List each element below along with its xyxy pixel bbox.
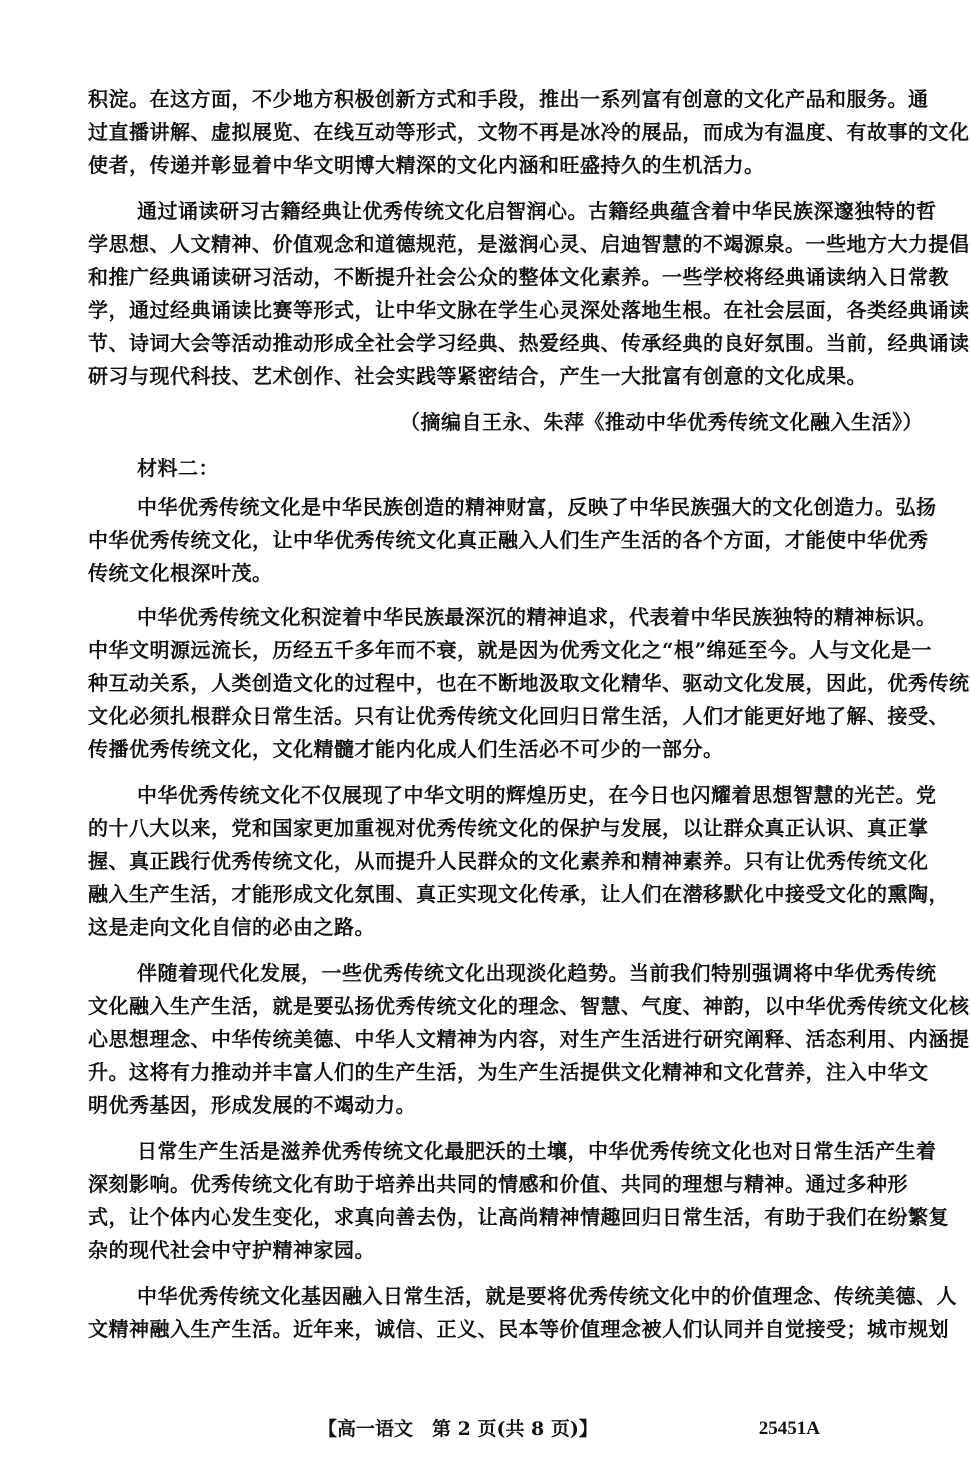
section-heading: 材料二：: [137, 456, 219, 480]
text-line: 学思想、人文精神、价值观念和道德规范，是滋润心灵、启迪智慧的不竭源泉。一些地方大力提倡: [88, 232, 970, 256]
page-footer-label: 【高一语文 第 2 页(共 8 页)】: [318, 1418, 598, 1440]
text-line: 杂的现代社会中守护精神家园。: [88, 1238, 375, 1262]
text-line: 握、真正践行优秀传统文化，从而提升人民群众的文化素养和精神素养。只有让优秀传统文化: [88, 849, 929, 873]
text-line: 中华优秀传统文化积淀着中华民族最深沉的精神追求，代表着中华民族独特的精神标识。: [137, 605, 937, 629]
text-line: 的十八大以来，党和国家更加重视对优秀传统文化的保护与发展，以让群众真正认识、真正掌: [88, 816, 929, 840]
text-line: 传播优秀传统文化，文化精髓才能内化成人们生活必不可少的一部分。: [88, 737, 724, 761]
text-line: 学，通过经典诵读比赛等形式，让中华文脉在学生心灵深处落地生根。在社会层面，各类经典诵读: [88, 298, 970, 322]
text-line: 文化融入生产生活，就是要弘扬优秀传统文化的理念、智慧、气度、神韵，以中华优秀传统文化核: [88, 994, 970, 1018]
text-line: 节、诗词大会等活动推动形成全社会学习经典、热爱经典、传承经典的良好氛围。当前，经典诵读: [88, 331, 970, 355]
text-line: 心思想理念、中华传统美德、中华人文精神为内容，对生产生活进行研究阐释、活态利用、内涵提: [88, 1027, 970, 1051]
text-line: 通过诵读研习古籍经典让优秀传统文化启智润心。古籍经典蕴含着中华民族深邃独特的哲: [137, 199, 937, 223]
text-line: 研习与现代科技、艺术创作、社会实践等紧密结合，产生一大批富有创意的文化成果。: [88, 364, 867, 388]
text-line: 中华文明源远流长，历经五千多年而不衰，就是因为优秀文化之“根”绵延至今。人与文化是一: [88, 638, 933, 662]
text-line: 升。这将有力推动并丰富人们的生产生活，为生产生活提供文化精神和文化营养，注入中华文: [88, 1060, 929, 1084]
text-line: 积淀。在这方面，不少地方积极创新方式和手段，推出一系列富有创意的文化产品和服务。通: [88, 87, 929, 111]
text-line: 中华优秀传统文化不仅展现了中华文明的辉煌历史，在今日也闪耀着思想智慧的光芒。党: [137, 783, 937, 807]
text-line: 式，让个体内心发生变化，求真向善去伪，让高尚精神情趣回归日常生活，有助于我们在纷繁复: [88, 1205, 949, 1229]
text-line: 融入生产生活，才能形成文化氛围、真正实现文化传承，让人们在潜移默化中接受文化的熏陶，: [88, 882, 949, 906]
text-line: 中华优秀传统文化基因融入日常生活，就是要将优秀传统文化中的价值理念、传统美德、人: [137, 1284, 957, 1308]
text-line: 深刻影响。优秀传统文化有助于培养出共同的情感和价值、共同的理想与精神。通过多种形: [88, 1172, 908, 1196]
text-line: 使者，传递并彰显着中华文明博大精深的文化内涵和旺盛持久的生机活力。: [88, 153, 765, 177]
source-citation: （摘编自王永、朱萍《推动中华优秀传统文化融入生活》）: [400, 410, 923, 434]
text-line: 这是走向文化自信的必由之路。: [88, 915, 375, 939]
text-line: 传统文化根深叶茂。: [88, 561, 273, 585]
exam-code: 25451A: [758, 1418, 820, 1439]
text-line: 中华优秀传统文化是中华民族创造的精神财富，反映了中华民族强大的文化创造力。弘扬: [137, 495, 937, 519]
text-line: 日常生产生活是滋养优秀传统文化最肥沃的土壤，中华优秀传统文化也对日常生活产生着: [137, 1139, 937, 1163]
text-line: 过直播讲解、虚拟展览、在线互动等形式，文物不再是冰冷的展品，而成为有温度、有故事的文化: [88, 120, 970, 144]
text-line: 中华优秀传统文化，让中华优秀传统文化真正融入人们生产生活的各个方面，才能使中华优秀: [88, 528, 929, 552]
text-line: 文化必须扎根群众日常生活。只有让优秀传统文化回归日常生活，人们才能更好地了解、接受、: [88, 704, 949, 728]
text-line: 明优秀基因，形成发展的不竭动力。: [88, 1093, 416, 1117]
text-line: 文精神融入生产生活。近年来，诚信、正义、民本等价值理念被人们认同并自觉接受；城市规划: [88, 1317, 949, 1341]
text-line: 种互动关系，人类创造文化的过程中，也在不断地汲取文化精华、驱动文化发展，因此，优秀传统: [88, 671, 970, 695]
text-line: 和推广经典诵读研习活动，不断提升社会公众的整体文化素养。一些学校将经典诵读纳入日常教: [88, 265, 949, 289]
text-line: 伴随着现代化发展，一些优秀传统文化出现淡化趋势。当前我们特别强调将中华优秀传统: [137, 961, 937, 985]
